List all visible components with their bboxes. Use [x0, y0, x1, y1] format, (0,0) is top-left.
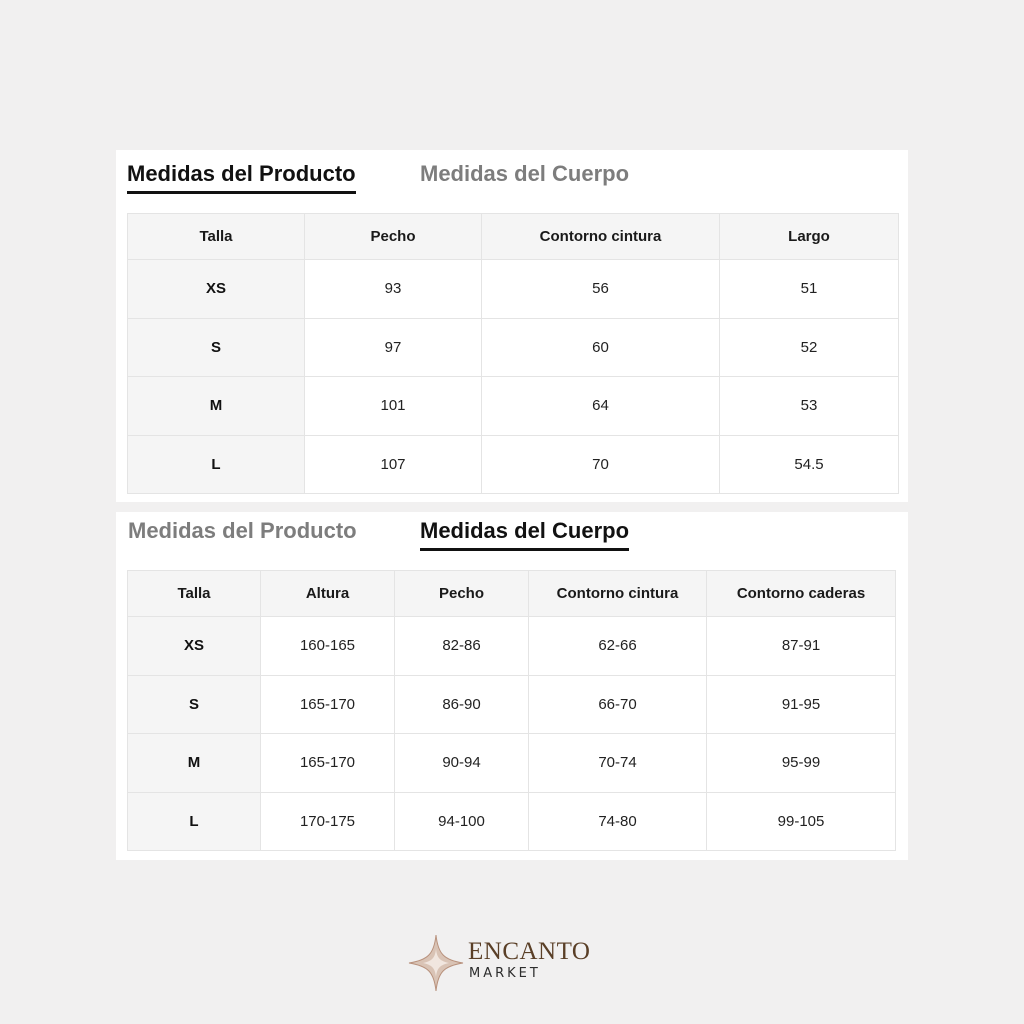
column-header: Talla — [128, 214, 305, 260]
brand-logo — [408, 934, 598, 994]
table-cell: 165-170 — [261, 675, 395, 734]
table-row — [128, 318, 899, 377]
table-cell: 60 — [482, 318, 720, 377]
table-cell: 62-66 — [529, 617, 707, 676]
column-header: Largo — [720, 214, 899, 260]
column-header: Contorno cintura — [482, 214, 720, 260]
table-cell: 51 — [720, 260, 899, 319]
table-row — [128, 617, 896, 676]
column-header: Pecho — [305, 214, 482, 260]
brand-subtitle: MARKET — [469, 966, 541, 981]
table-row — [128, 734, 896, 793]
table-cell: 170-175 — [261, 792, 395, 851]
table-cell: 90-94 — [395, 734, 529, 793]
tab-product-measurements[interactable]: Medidas del Producto — [127, 161, 356, 186]
size-cell: XS — [128, 260, 305, 319]
table-row — [128, 675, 896, 734]
column-header: Altura — [261, 571, 395, 617]
table-cell: 74-80 — [529, 792, 707, 851]
table-header-row — [128, 571, 896, 617]
table-cell: 54.5 — [720, 435, 899, 494]
table-row — [128, 377, 899, 436]
size-cell: S — [128, 675, 261, 734]
tab-body-measurements[interactable]: Medidas del Cuerpo — [420, 161, 630, 186]
column-header: Contorno cintura — [529, 571, 707, 617]
product-size-table — [127, 213, 899, 494]
body-size-table — [127, 570, 896, 851]
table-cell: 99-105 — [707, 792, 896, 851]
body-measurements-panel — [116, 512, 908, 860]
table-row — [128, 435, 899, 494]
four-point-star-icon — [408, 934, 464, 992]
size-cell: M — [128, 734, 261, 793]
table-row — [128, 260, 899, 319]
size-cell: L — [128, 792, 261, 851]
table-cell: 53 — [720, 377, 899, 436]
table-cell: 107 — [305, 435, 482, 494]
table-cell: 165-170 — [261, 734, 395, 793]
table-cell: 87-91 — [707, 617, 896, 676]
brand-name: ENCANTO — [468, 938, 591, 965]
table-cell: 56 — [482, 260, 720, 319]
table-cell: 70 — [482, 435, 720, 494]
table-cell: 93 — [305, 260, 482, 319]
table-cell: 66-70 — [529, 675, 707, 734]
product-measurements-panel — [116, 150, 908, 502]
table-cell: 95-99 — [707, 734, 896, 793]
table-cell: 97 — [305, 318, 482, 377]
table-cell: 94-100 — [395, 792, 529, 851]
table-cell: 70-74 — [529, 734, 707, 793]
size-cell: XS — [128, 617, 261, 676]
table-cell: 101 — [305, 377, 482, 436]
size-cell: M — [128, 377, 305, 436]
table-header-row — [128, 214, 899, 260]
column-header: Contorno caderas — [707, 571, 896, 617]
table-cell: 64 — [482, 377, 720, 436]
table-cell: 86-90 — [395, 675, 529, 734]
size-cell: S — [128, 318, 305, 377]
table-cell: 160-165 — [261, 617, 395, 676]
size-cell: L — [128, 435, 305, 494]
column-header: Talla — [128, 571, 261, 617]
tab-product-measurements[interactable]: Medidas del Producto — [128, 518, 357, 543]
column-header: Pecho — [395, 571, 529, 617]
tab-body-measurements[interactable]: Medidas del Cuerpo — [420, 518, 630, 543]
table-cell: 52 — [720, 318, 899, 377]
table-cell: 82-86 — [395, 617, 529, 676]
table-cell: 91-95 — [707, 675, 896, 734]
table-row — [128, 792, 896, 851]
